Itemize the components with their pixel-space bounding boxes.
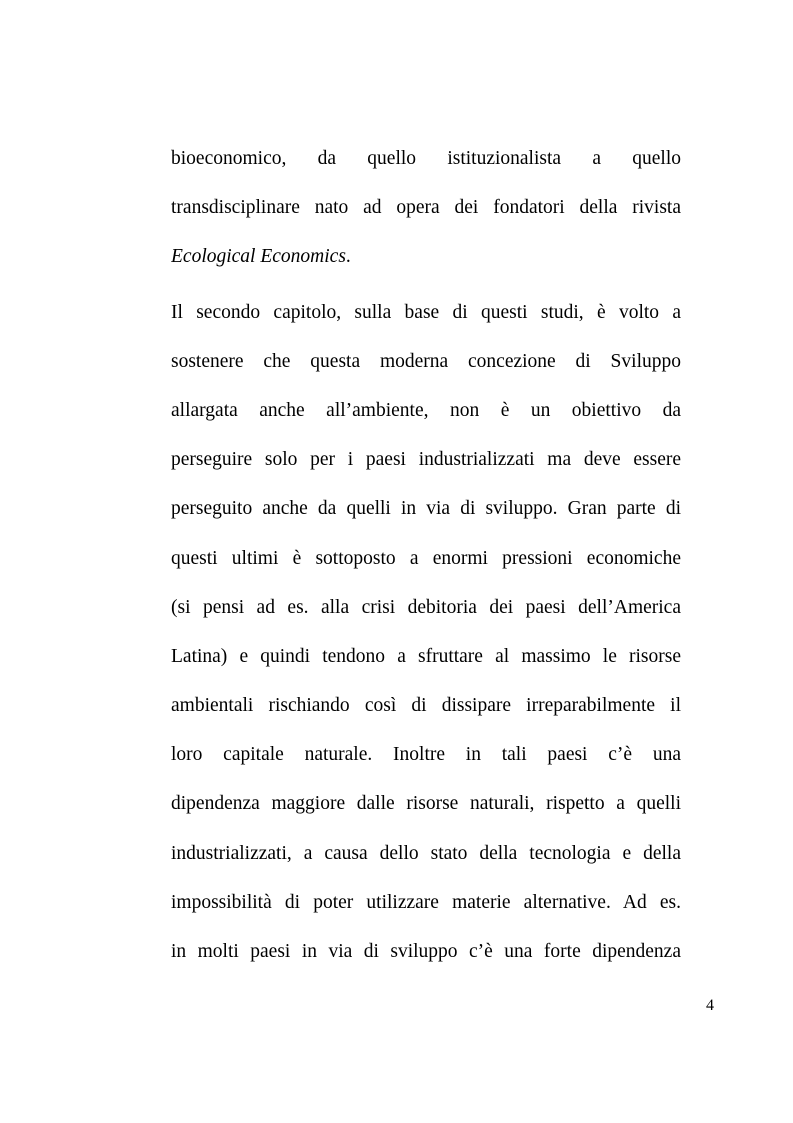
text-line: sostenere che questa moderna concezione di Sviluppo: [171, 350, 681, 372]
journal-title: Ecological Economics: [171, 246, 346, 268]
sentence-end: .: [345, 246, 351, 268]
text-line: transdisciplinare nato ad opera dei fondatori della rivista: [171, 197, 681, 219]
text-line: impossibilità di poter utilizzare materie alternative. Ad es.: [171, 891, 681, 913]
text-line: perseguito anche da quelli in via di sviluppo. Gran parte di: [171, 498, 681, 520]
text-line: allargata anche all’ambiente, non è un obiettivo da: [171, 399, 681, 421]
text-line: in molti paesi in via di sviluppo c’è una forte dipendenza: [171, 941, 681, 962]
paragraph-1: [171, 134, 681, 282]
text-line: questi ultimi è sottoposto a enormi pressioni economiche: [171, 547, 681, 569]
paragraph-2: [171, 288, 681, 977]
text-line: Il secondo capitolo, sulla base di questi studi, è volto a: [171, 301, 681, 323]
text-line-journal: [171, 232, 681, 281]
text-line: loro capitale naturale. Inoltre in tali paesi c’è una: [171, 744, 681, 766]
text-line: Latina) e quindi tendono a sfruttare al massimo le risorse: [171, 645, 681, 667]
text-line: dipendenza maggiore dalle risorse naturali, rispetto a quelli: [171, 793, 681, 815]
text-line: industrializzati, a causa dello stato della tecnologia e della: [171, 842, 681, 864]
text-line: ambientali rischiando così di dissipare irreparabilmente il: [171, 695, 681, 717]
page-number: 4: [706, 997, 714, 1014]
text-line: bioeconomico, da quello istituzionalista a quello: [171, 148, 681, 169]
body-text: [171, 134, 681, 976]
text-line: (si pensi ad es. alla crisi debitoria dei paesi dell’America: [171, 596, 681, 618]
text-line: perseguire solo per i paesi industrializzati ma deve essere: [171, 449, 681, 471]
